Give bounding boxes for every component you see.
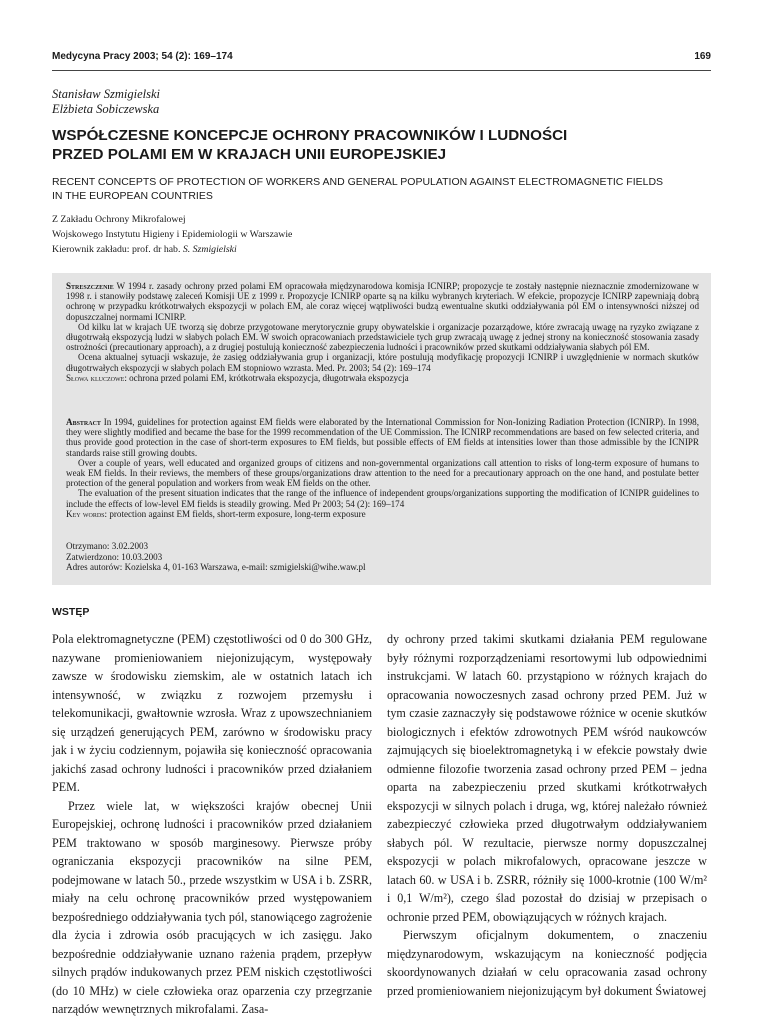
body-paragraph: dy ochrony przed takimi skutkami działania PEM regulowane były różnymi rozporządzeniami resortowymi lub odpowiednimi instrukcjami. W latach 60. przystąpiono w różnych krajach do opracowania nowoczesnych zasad ochrony przed PEM. Już w tym czasie zaznaczyły się podstawowe różnice w ocenie skutków biologicznych i efektów zdrowotnych PEM wśród naukowców zajmujących się bioelektromagnetyką i w efekcie powstały dwie odmienne filozofie tworzenia zasad ochrony przed PEM – jedna oparta na zabezpieczeniu przed skutkami krótkotrwałych ekspozycji w silnych polach i druga, wg, której należało również zabezpieczyć człowieka przed długotrwałym oddziaływaniem słabych pól. W rezultacie, pierwsze normy dopuszczalnej ekspozycji w polach mikrofalowych, opracowane jeszcze w latach 60. w USA i b. ZSRR, różniły się 1000-krotnie (100 W/m² i 0,1 W/m²), czego ślad pozostał do dzisiaj w przepisach o ochronie przed PEM, obowiązujących w różnych krajach. bbox=[387, 632, 707, 924]
author-name: Elżbieta Sobiczewska bbox=[52, 102, 160, 116]
abstract-label: Abstract bbox=[66, 417, 101, 427]
keywords-label: Key words bbox=[66, 508, 105, 519]
author-list bbox=[52, 87, 160, 117]
affiliation-line: Z Zakładu Ochrony Mikrofalowej bbox=[52, 214, 186, 225]
abstract-paragraph: Over a couple of years, well educated and organized groups of citizens and non-governmental organizations call attention to risks of long-term exposure of humans to weak EM fields. In their reviews, the members of these groups/organizations draw attention to the need for a precautionary approach on the one hand, and postulate better protection of the general population and workers from weak EM fields on the other. bbox=[66, 457, 699, 489]
abstract-english bbox=[66, 417, 699, 519]
body-column-right bbox=[387, 630, 707, 1000]
abstract-paragraph: Streszczenie W 1994 r. zasady ochrony przed polami EM opracowała międzynarodowa komisja ICNIRP; propozycje te zostały następnie nieznacznie zmodernizowane w 1998 r. i stanowiły podstawę zaleceń Komisji UE z 1999 r. Propozycje ICNIRP oparte są na kilku wybranych kryteriach. W efekcie, propozycje ICNIRP zapewniają dobrą ochronę w przypadku krótkotrwałych ekspozycji w polach EM, ale coraz więcej wątpliwości budzą ewentualne skutki oddziaływania pól EM o intensywności niższej od dopuszczalnej normami ICNIRP. bbox=[66, 281, 699, 322]
accepted-date: Zatwierdzono: 10.03.2003 bbox=[66, 551, 163, 562]
body-paragraph: Pierwszym oficjalnym dokumentem, o znaczeniu międzynarodowym, wskazującym na konieczność podjęcia skoordynowanych działań w celu opracowania zasad ochrony przed promieniowaniem niejonizującym był dokument Światowej bbox=[387, 928, 707, 998]
department-head: Kierownik zakładu: prof. dr hab. S. Szmigielski bbox=[52, 244, 237, 255]
subtitle-line: IN THE EUROPEAN COUNTRIES bbox=[52, 189, 213, 202]
abstract-label: Streszczenie bbox=[66, 281, 114, 291]
abstract-paragraph: Ocena aktualnej sytuacji wskazuje, że zasięg oddziaływania grup i organizacji, które postulują modyfikację propozycji ICNIRP i uwzględnienie w normach skutków długotrwałych ekspozycji w słabych polach EM stopniowo wzrasta. Med. Pr. 2003; 54 (2): 169–174 bbox=[66, 352, 699, 373]
subtitle-line: RECENT CONCEPTS OF PROTECTION OF WORKERS AND GENERAL POPULATION AGAINST ELECTROMAGNETIC FIELDS bbox=[52, 176, 664, 188]
author-name: Stanisław Szmigielski bbox=[52, 87, 160, 101]
title-line: PRZED POLAMI EM W KRAJACH UNII EUROPEJSKIEJ bbox=[52, 146, 447, 163]
abstract-paragraph: The evaluation of the present situation indicates that the range of the influence of independent groups/organizations supporting the modification of ICNIPR guidelines to include the effects of low-level EM fields is steadily growing. Med Pr 2003; 54 (2): 169–174 bbox=[66, 488, 699, 509]
section-heading: WSTĘP bbox=[52, 606, 90, 618]
body-paragraph: Pola elektromagnetyczne (PEM) częstotliwości od 0 do 300 GHz, nazywane promieniowaniem niejonizującym, występowały zawsze w środowisku ziemskim, ale w ostatnich latach ich intensywność, w związku z rozwojem przemysłu i telekomunikacji, gwałtownie wzrosła. Wraz z upowszechnianiem się urządzeń generujących PEM, zarówno w środowisku pracy jak i w życiu codziennym, pojawiła się konieczność opracowania jakichś zasad ochrony ludności i pracowników przed działaniem PEM. bbox=[52, 632, 372, 794]
page-number: 169 bbox=[694, 51, 711, 62]
header-rule bbox=[52, 70, 711, 71]
abstract-polish bbox=[66, 281, 699, 383]
body-column-left bbox=[52, 630, 372, 1019]
article-dates bbox=[66, 541, 366, 573]
author-address: Adres autorów: Kozielska 4, 01-163 Warszawa, e-mail: szmigielski@wihe.waw.pl bbox=[66, 562, 366, 572]
journal-citation: Medycyna Pracy 2003; 54 (2): 169–174 bbox=[52, 51, 233, 62]
affiliation-line: Wojskowego Instytutu Higieny i Epidemiologii w Warszawie bbox=[52, 229, 293, 240]
keywords: Key words: protection against EM fields, short-term exposure, long-term exposure bbox=[66, 508, 366, 519]
department-head-name: S. Szmigielski bbox=[182, 244, 237, 255]
running-header bbox=[52, 51, 711, 65]
abstract-paragraph: Abstract In 1994, guidelines for protection against EM fields were elaborated by the International Commission for Non-Ionizing Radiation Protection (ICNIRP). In 1998, they were slightly modified and became the base for the 1999 recommendation of the UE Commission. The ICNIRP recommendations are based on few selected criteria, and thus provide good protection in the case of short-term exposures to EM fields, but possible effects of EM fields at intensities lower than those admissible by the ICNIPR standards raise still growing doubts. bbox=[66, 417, 699, 458]
body-paragraph: Przez wiele lat, w większości krajów obecnej Unii Europejskiej, ochronę ludności i pracowników przed działaniem PEM traktowano w sposób marginesowy. Pierwsze próby ograniczania ekspozycji pracowników na silne PEM, podejmowane w latach 50., przede wszystkim w USA i b. ZSRR, miały na celu ochronę pracowników przed występowaniem bezpośredniego oddziaływania tych pól, stanowiącego zagrożenie dla życia i zdrowia osób pracujących w ich zasięgu. Jako bezpośrednie oddziaływanie uznano rażenia prądem, przepływ silnych prądów indukowanych przez PEM niskich częstotliwości (do 10 MHz) w ciele człowieka oraz oparzenia czy przegrzanie narządów wewnętrznych mikrofalami. Zasa- bbox=[52, 798, 372, 1016]
keywords: Słowa kluczowe: ochrona przed polami EM, krótkotrwała ekspozycja, długotrwała ekspozycja bbox=[66, 372, 409, 383]
english-title bbox=[52, 176, 712, 203]
article-title bbox=[52, 126, 712, 164]
keywords-label: Słowa kluczowe bbox=[66, 372, 125, 383]
abstract-paragraph: Od kilku lat w krajach UE tworzą się dobrze przygotowane merytorycznie grupy obywatelskie i organizacje pozarządowe, które zwracają uwagę na ryzyko związane z długotrwałą ekspozycją ludzi w słabych polach EM. W swoich opracowaniach przedstawiciele tych grup zwracają uwagę z jednej strony na konieczność stosowania zasady ostrożności (precautionary approach), a z drugiej postulują konieczność zabezpieczenia ludności i pracowników przed skutkami oddziaływania słabych pól EM. bbox=[66, 321, 699, 353]
received-date: Otrzymano: 3.02.2003 bbox=[66, 541, 149, 551]
affiliation bbox=[52, 212, 292, 257]
title-line: WSPÓŁCZESNE KONCEPCJE OCHRONY PRACOWNIKÓW I LUDNOŚCI bbox=[52, 127, 568, 144]
